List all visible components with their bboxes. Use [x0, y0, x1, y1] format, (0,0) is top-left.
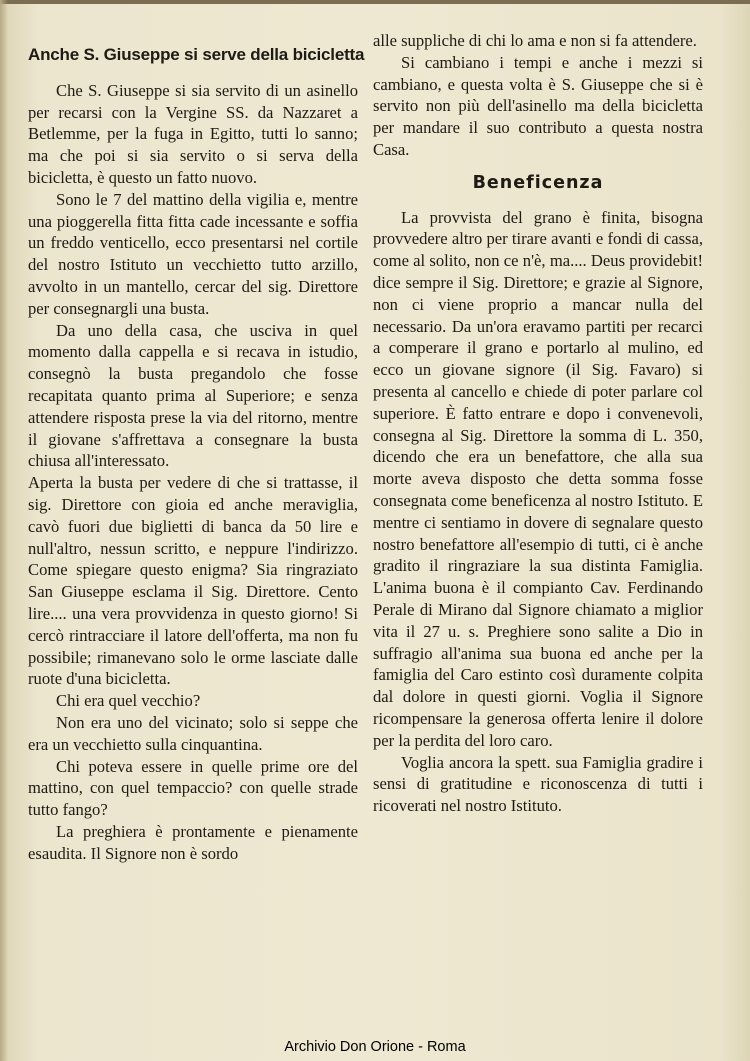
section-paragraph: La provvista del grano è finita, bisogna provvedere altro per tirare avanti e fondi di cassa, come al solito, non ce n'è, ma.... Deus providebit! dice sempre il Sig. Direttore; e grazie al Signore, non ci viene proprio a mancar nulla del necessario. Da un'ora eravamo partiti per recarci a comperare il grano e portarlo al mulino, ed ecco un giovane signore (il Sig. Favaro) si presenta al cancello e chiede di poter parlare col superiore. È fatto entrare e dopo i convenevoli, consegna al Sig. Direttore la somma di L. 350, dicendo che era un benefattore, che alla sua morte aveva disposto che detta somma fosse consegnata come beneficenza al nostro Istituto. E mentre ci sentiamo in dovere di segnalare questo nostro benefattore all'esempio di tutti, ci è anche gradito il ringraziare la sua distinta Famiglia. L'anima buona è il compianto Cav. Ferdinando Perale di Mirano dal Signore chiamato a miglior vita il 27 u. s. Preghiere sono salite a Dio in suffragio all'anima sua buona ed anche per la famiglia del Caro estinto così duramente colpita dal dolore in questi giorni. Voglia il Signore ricompensare la generosa offerta lenire il dolore per la perdita del loro caro. [373, 207, 703, 750]
article-paragraph: Che S. Giuseppe si sia servito di un asinello per recarsi con la Vergine SS. da Nazzaret a Betlemme, per la fuga in Egitto, tutti lo sanno; ma che poi si sia servito o si serva della bicicletta, è questo un fatto nuovo. [28, 80, 358, 187]
archive-footer: Archivio Don Orione - Roma [284, 1039, 466, 1055]
page-binding-edge [0, 0, 8, 1061]
left-column [28, 30, 365, 864]
article-paragraph: Non era uno del vicinato; solo si seppe che era un vecchietto sulla cinquantina. [28, 712, 358, 754]
article-paragraph: Da uno della casa, che usciva in quel momento dalla cappella e si recava in istudio, consegnò la busta pregandolo che fosse recapitata quanto prima al Superiore; e senza attendere risposta prese la via del ritorno, mentre il giovane s'affrettava a consegnare la busta chiusa all'interessato. [28, 320, 358, 471]
right-column [373, 30, 703, 817]
article-paragraph: Chi era quel vecchio? [56, 691, 201, 711]
article-paragraph: Aperta la busta per vedere di che si trattasse, il sig. Direttore con gioia ed anche meraviglia, cavò fuori due biglietti di banca da 50 lire e null'altro, nessun scritto, e neppure l'indirizzo. Come spiegare questo enigma? Sia ringraziato San Giuseppe esclama il Sig. Direttore. Cento lire.... una vera provvidenza in questo giorno! Si cercò rintracciare il latore dell'offerta, ma non fu possibile; rimanevano solo le orme lasciate dalle ruote d'una bicicletta. [28, 473, 358, 689]
continuation-paragraph: alle suppliche di chi lo ama e non si fa attendere. [373, 31, 697, 50]
continuation-paragraph: Si cambiano i tempi e anche i mezzi si cambiano, e questa volta è S. Giuseppe che si è servito non più dell'asinello ma della bicicletta per mandare il suo contributo a questa nostra Casa. [373, 52, 703, 159]
page-top-edge [0, 0, 750, 4]
article-paragraph: Sono le 7 del mattino della vigilia e, mentre una pioggerella fitta fitta cade incessante e soffia un freddo venticello, ecco presentarsi nel cortile del nostro Istituto un vecchietto tutto arzillo, avvolto in un mantello, cercar del sig. Direttore per consegnargli una busta. [28, 189, 358, 318]
section-paragraph: Voglia ancora la spett. sua Famiglia gradire i sensi di gratitudine e riconoscenza di tutti i ricoverati nel nostro Istituto. [373, 752, 703, 816]
article-paragraph: Chi poteva essere in quelle prime ore del mattino, con quel tempaccio? con quelle strade tutto fango? [28, 756, 358, 820]
article-title: Anche S. Giuseppe si serve della bicicletta [28, 45, 365, 64]
article-paragraph: La preghiera è prontamente e pienamente esaudita. Il Signore non è sordo [28, 821, 358, 863]
section-title: Beneficenza [472, 172, 604, 193]
